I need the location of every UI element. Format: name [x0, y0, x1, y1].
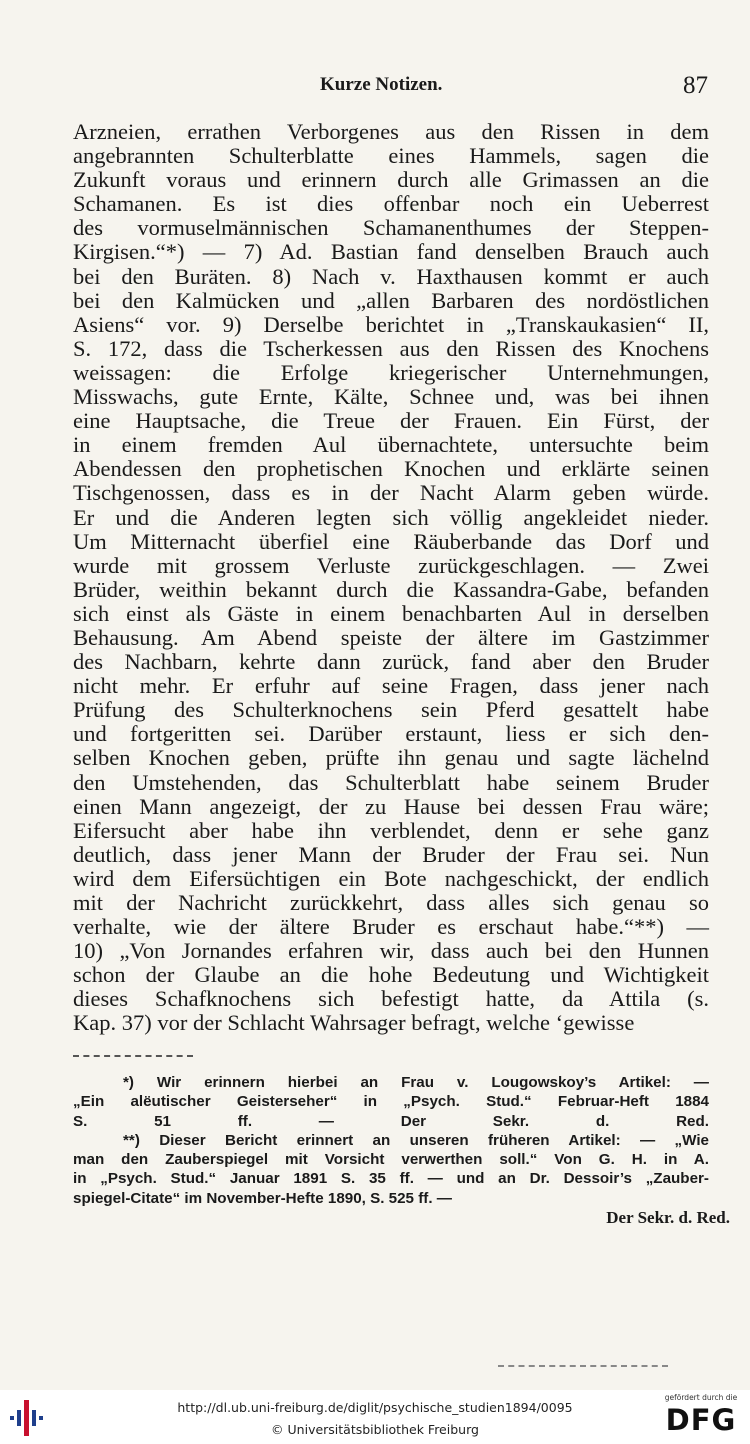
text-line: Abendessen den prophetischen Knochen und erklärte seinen	[73, 456, 709, 482]
text-line: bei den Buräten. 8) Nach v. Haxthausen kommt er auch	[73, 263, 709, 289]
text-line: Brüder, weithin bekannt durch die Kassandra-Gabe, befanden	[73, 576, 709, 602]
text-line: deutlich, dass jener Mann der Bruder der Frau sei. Nun	[73, 841, 709, 867]
text-line: weissagen: die Erfolge kriegerischer Unternehmungen,	[73, 359, 709, 385]
text-line: Prüfung des Schulterknochens sein Pferd gesattelt habe	[73, 697, 709, 723]
text-line: dieses Schafknochens sich befestigt hatte, da Attila (s.	[73, 986, 709, 1012]
text-line: schon der Glaube an die hohe Bedeutung und Wichtigkeit	[73, 962, 709, 988]
text-line: den Umstehenden, das Schulterblatt habe seinem Bruder	[73, 769, 709, 795]
text-line: Eifersucht aber habe ihn verblendet, denn er sehe ganz	[73, 817, 709, 843]
footnote-line: spiegel-Citate“ im November-Hefte 1890, S. 525 ff. —	[73, 1189, 452, 1207]
page-decoration	[498, 1365, 668, 1371]
text-line: Um Mitternacht überfiel eine Räuberbande das Dorf und	[73, 528, 709, 554]
text-line: nicht mehr. Er erfuhr auf seine Fragen, dass jener nach	[73, 673, 709, 699]
footnote-line: *) Wir erinnern hierbei an Frau v. Lougowskoy’s Artikel: —	[123, 1074, 709, 1091]
body-text	[73, 120, 709, 1036]
text-line: Tischgenossen, dass es in der Nacht Alarm geben würde.	[73, 480, 709, 506]
text-line: Behausung. Am Abend speiste der ältere im Gastzimmer	[73, 624, 709, 650]
footnotes	[73, 1073, 709, 1208]
text-line: angebrannten Schulterblatte eines Hammels, sagen die	[73, 143, 709, 169]
dfg-logo-icon	[660, 1393, 742, 1441]
copyright-notice: © Universitätsbibliothek Freiburg	[271, 1422, 479, 1437]
text-line: Zukunft voraus und erinnern durch alle Grimassen an die	[73, 167, 709, 193]
text-line: des Nachbarn, kehrte dann zurück, fand aber den Bruder	[73, 649, 709, 675]
text-line: und fortgeritten sei. Darüber erstaunt, liess er sich den-	[73, 721, 709, 747]
text-line: bei den Kalmücken und „allen Barbaren des nordöstlichen	[73, 287, 709, 313]
footnote-line: „Ein alëutischer Geisterseher“ in „Psych. Stud.“ Februar-Heft 1884	[73, 1093, 709, 1111]
footnote-line: **) Dieser Bericht erinnert an unseren früheren Artikel: — „Wie	[123, 1131, 709, 1149]
dfg-wordmark: DFG	[665, 1403, 737, 1437]
text-line: sich einst als Gäste in einem benachbarten Aul in derselben	[73, 600, 709, 626]
text-line: des vormuselmännischen Schamanenthumes der Steppen-	[73, 215, 709, 241]
text-line: mit der Nachricht zurückkehrt, dass alles sich genau so	[73, 890, 709, 915]
text-line: verhalte, wie der ältere Bruder es erschaut habe.“**) —	[73, 914, 709, 940]
running-head	[72, 72, 708, 102]
running-title: Kurze Notizen.	[320, 74, 443, 95]
text-line: Kap. 37) vor der Schlacht Wahrsager befragt, welche ‘gewisse	[73, 1010, 635, 1036]
footnote-line: S. 51 ff. — Der Sekr. d. Red.	[73, 1112, 709, 1130]
footnote-line: man den Zauberspiegel mit Vorsicht verwerthen soll.“ Von G. H. in A.	[73, 1151, 709, 1169]
text-line: einen Mann angezeigt, der zu Hause bei dessen Frau wäre;	[73, 793, 709, 819]
footnote-separator	[73, 1055, 193, 1063]
text-line: Er und die Anderen legten sich völlig angekleidet nieder.	[73, 504, 709, 530]
text-line: selben Knochen geben, prüfte ihn genau und sagte lächelnd	[73, 745, 709, 771]
viewer-footer	[0, 1390, 750, 1444]
permalink-url[interactable]: http://dl.ub.uni-freiburg.de/diglit/psychische_studien1894/0095	[177, 1400, 573, 1415]
text-line: wurde mit grossem Verluste zurückgeschlagen. — Zwei	[73, 552, 709, 578]
text-line: wird dem Eifersüchtigen ein Bote nachgeschickt, der endlich	[73, 865, 709, 891]
text-line: in einem fremden Aul übernachtete, untersuchte beim	[73, 432, 709, 458]
page-number: 87	[683, 72, 708, 99]
editor-signature: Der Sekr. d. Red.	[606, 1208, 730, 1227]
funding-caption: gefördert durch die	[664, 1393, 738, 1402]
footnote-line: in „Psych. Stud.“ Januar 1891 S. 35 ff. — und an Dr. Dessoir’s „Zauber-	[73, 1170, 709, 1188]
text-line: 10) „Von Jornandes erfahren wir, dass auch bei den Hunnen	[73, 938, 709, 964]
text-line: Arzneien, errathen Verborgenes aus den Rissen in dem	[73, 119, 709, 144]
text-line: S. 172, dass die Tscherkessen aus den Rissen des Knochens	[73, 335, 709, 361]
text-line: Kirgisen.“*) — 7) Ad. Bastian fand denselben Brauch auch	[73, 239, 709, 265]
text-line: Asiens“ vor. 9) Derselbe berichtet in „Transkaukasien“ II,	[73, 311, 709, 337]
text-line: eine Hauptsache, die Treue der Frauen. Ein Fürst, der	[73, 408, 709, 434]
text-line: Schamanen. Es ist dies offenbar noch ein Ueberrest	[73, 191, 709, 217]
text-line: Misswachs, gute Ernte, Kälte, Schnee und, was bei ihnen	[73, 384, 709, 410]
